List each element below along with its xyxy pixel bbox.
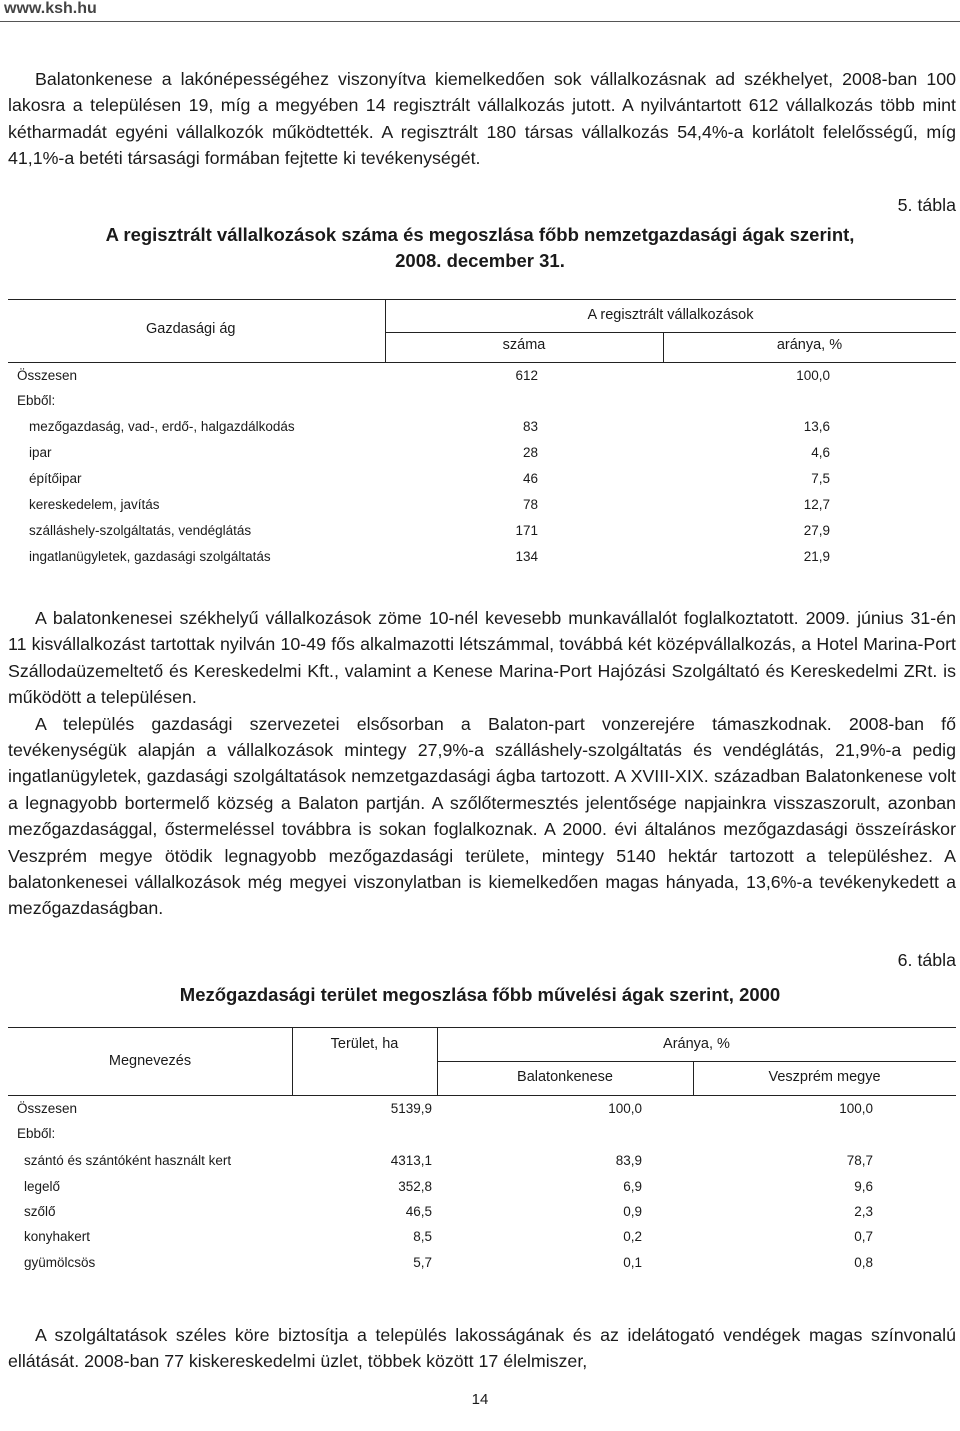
table5-row-count: 28: [522, 445, 538, 460]
table5-title-line1: A regisztrált vállalkozások száma és megoszlása főbb nemzetgazdasági ágak szerint,: [105, 224, 855, 245]
table6-top-rule: [8, 1027, 956, 1028]
table5-row-share: 13,6: [803, 419, 830, 434]
table5-row-label: ipar: [29, 445, 52, 460]
table6-label: 6. tábla: [897, 950, 956, 970]
table6-row-kenese: 0,9: [623, 1204, 642, 1219]
table6-row-area: 8,5: [413, 1229, 432, 1244]
page-header: [0, 0, 960, 25]
table6-header-kenese: Balatonkenese: [517, 1069, 613, 1085]
paragraph-3-text: A szolgáltatások széles köre biztosítja a település lakosságának és az idelátogató vendégek magas színvonalú ellátását. 2008-ban 77 kiskereskedelmi üzlet, többek között 17 élelmiszer,: [8, 1325, 956, 1372]
paragraph-1-text: Balatonkenese a lakónépességéhez viszonyítva kiemelkedően sok vállalkozásnak ad székhelyet, 2008-ban 100 lakosra a településen 19, míg a megyében 14 regisztrált vállalkozás jutott. A nyilvántartott 612 vállalkozás több mint kétharmadát egyéni vállalkozók működtették. A regisztrált 180 társas vállalkozás 54,4%-a korlátolt felelősségű, míg 41,1%-a betéti társasági formában fejtette ki tevékenységét.: [8, 69, 956, 169]
table6-total-county: 100,0: [839, 1101, 873, 1116]
table5-row-label: kereskedelem, javítás: [29, 497, 160, 512]
table5-row-count: 78: [522, 497, 538, 512]
table5-row-count: 134: [515, 549, 538, 564]
table6-row-kenese: 0,2: [623, 1229, 642, 1244]
table5-title-line2: 2008. december 31.: [395, 250, 565, 271]
paragraph-3: [8, 1322, 956, 1375]
table6-total-label: Összesen: [17, 1101, 78, 1116]
table6-row-area: 46,5: [405, 1204, 432, 1219]
table5-total-label: Összesen: [17, 368, 78, 383]
paragraph-2: [8, 605, 956, 922]
table6-row-label: szántó és szántóként használt kert: [24, 1153, 232, 1168]
paragraph-2a-text: A balatonkenesei székhelyű vállalkozások zöme 10-nél kevesebb munkavállalót foglalkoztatott. 2009. június 31-én 11 kisvállalkozást tartottak nyilván 10-49 fős alkalmazotti létszámmal, továbbá két középvállalkozás, a Hotel Marina-Port Szállodaüzemeltető és Kereskedelmi Kft., valamint a Kenese Marina-Port Hajózási Szolgáltató és Kereskedelmi ZRt. is működött a településen.: [8, 608, 956, 708]
table5-row-count: 171: [515, 523, 538, 538]
table6-row-area: 4313,1: [390, 1153, 432, 1168]
table5-row-share: 7,5: [811, 471, 830, 486]
table5-row-label: építőipar: [29, 471, 82, 486]
paragraph-1: [8, 66, 956, 172]
table5-row-share: 21,9: [803, 549, 830, 564]
table6-title: Mezőgazdasági terület megoszlása főbb művelési ágak szerint, 2000: [179, 984, 781, 1005]
paragraph-2b-text: A település gazdasági szervezetei elsősorban a Balaton-part vonzerejére támaszkodnak. 2008-ban fő tevékenységük alapján a vállalkozások mintegy 27,9%-a szálláshely-szolgáltatás és vendéglátás, 21,9%-a pedig ingatlanügyletek, gazdasági szolgáltatások nemzetgazdasági ágba tartozott. A XVIII-XIX. században Balatonkenese volt a legnagyobb bortermelő község a Balaton partján. A szőlőtermesztés jelentősége napjainkra visszaszorult, azonban mezőgazdasággal, őstermeléssel továbbra is sokan foglalkoznak. A 2000. évi általános mezőgazdasági összeíráskor Veszprém megye ötödik legnagyobb mezőgazdasági területe, mintegy 5140 hektár tartozott a településhez. A balatonkenesei vállalkozások még megyei viszonylatban is kiemelkedően magas hányada, 13,6%-a tevékenykedett a mezőgazdaságban.: [8, 713, 956, 919]
table5-header-count: száma: [502, 337, 546, 353]
table6-total-area: 5139,9: [390, 1101, 432, 1116]
header-divider: [0, 21, 960, 22]
table6-row-label: legelő: [24, 1179, 61, 1194]
table6-row-area: 5,7: [413, 1255, 432, 1270]
table6-row-label: gyümölcsös: [24, 1255, 96, 1270]
table6-header-county: Veszprém megye: [768, 1069, 881, 1085]
table6-header-area: Terület, ha: [330, 1036, 399, 1052]
table5-header-branch: Gazdasági ág: [146, 321, 236, 337]
table6-row-label: konyhakert: [24, 1229, 91, 1244]
table5-row-count: 83: [522, 419, 538, 434]
table6-header-name: Megnevezés: [108, 1053, 192, 1069]
table6-row-kenese: 0,1: [623, 1255, 642, 1270]
table6-row-kenese: 6,9: [623, 1179, 642, 1194]
table5-header-share: aránya, %: [776, 337, 843, 353]
table6-of-which: Ebből:: [17, 1126, 56, 1141]
table5-row-share: 4,6: [811, 445, 830, 460]
table6-row-area: 352,8: [398, 1179, 432, 1194]
table5-label: 5. tábla: [897, 195, 956, 215]
table5-row-count: 46: [522, 471, 538, 486]
table6-row-county: 0,7: [854, 1229, 873, 1244]
table6-row-county: 9,6: [854, 1179, 873, 1194]
table5-row-label: mezőgazdaság, vad-, erdő-, halgazdálkodás: [29, 419, 295, 434]
table5-row-label: szálláshely-szolgáltatás, vendéglátás: [29, 523, 252, 538]
table6-row-county: 78,7: [846, 1153, 873, 1168]
table5-header-group: A regisztrált vállalkozások: [587, 307, 754, 323]
table5-row-share: 12,7: [803, 497, 830, 512]
table5-row-label: ingatlanügyletek, gazdasági szolgáltatás: [29, 549, 271, 564]
table6-row-kenese: 83,9: [615, 1153, 642, 1168]
table5-total-share: 100,0: [796, 368, 830, 383]
table5-total-count: 612: [515, 368, 538, 383]
table6-header-share: Aránya, %: [663, 1036, 730, 1052]
table6-row-label: szőlő: [24, 1204, 56, 1219]
table5-row-share: 27,9: [803, 523, 830, 538]
table5-top-rule: [8, 299, 956, 300]
table5-of-which: Ebből:: [17, 393, 56, 408]
table5-mid-rule: [385, 332, 956, 333]
table6-row-county: 2,3: [854, 1204, 873, 1219]
table5-header-rule: [8, 362, 956, 363]
table6-total-kenese: 100,0: [608, 1101, 642, 1116]
table6-mid-rule: [437, 1061, 956, 1062]
table6-row-county: 0,8: [854, 1255, 873, 1270]
page-number: 14: [471, 1391, 489, 1408]
table6-header-rule: [8, 1095, 956, 1096]
site-url[interactable]: www.ksh.hu: [4, 0, 97, 17]
